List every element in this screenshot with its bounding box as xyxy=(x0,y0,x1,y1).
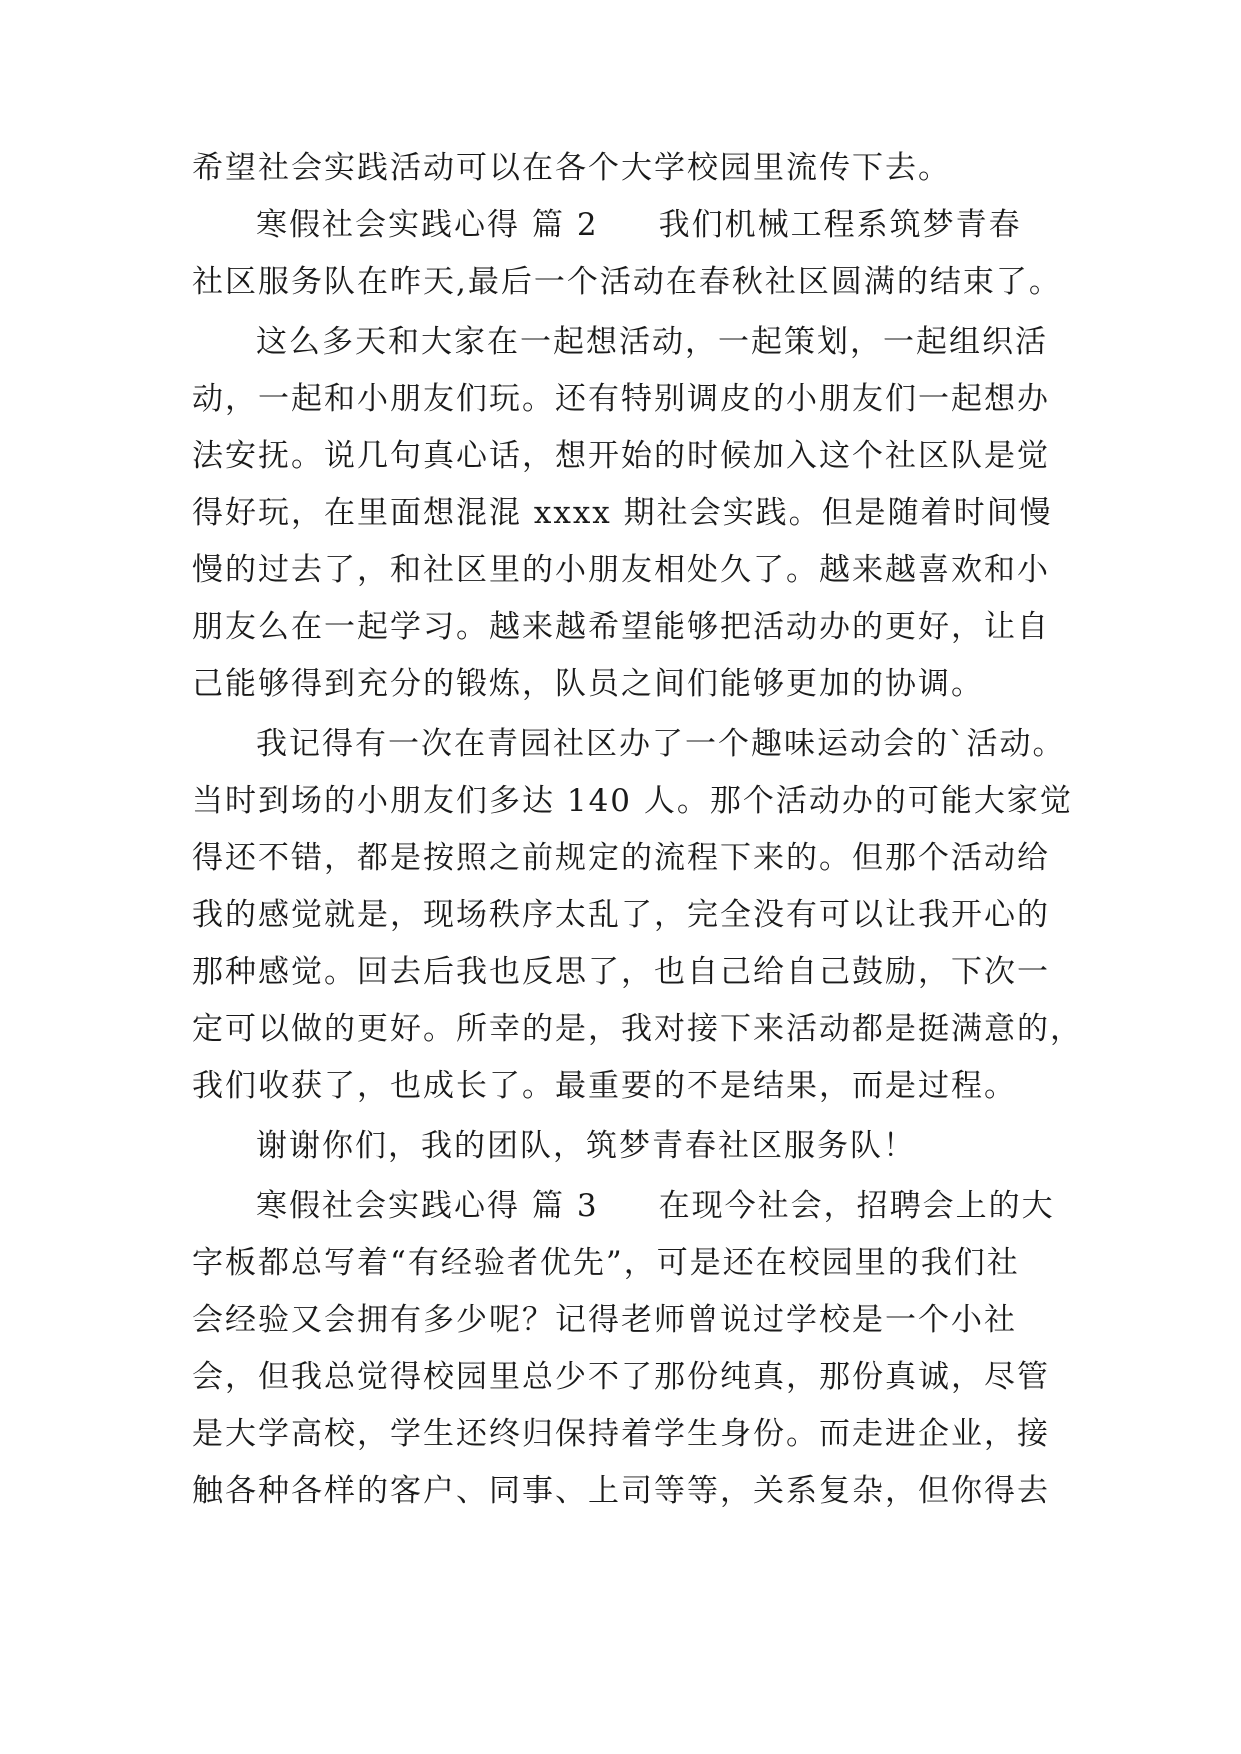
paragraph-line: 我的感觉就是，现场秩序太乱了，完全没有可以让我开心的 xyxy=(192,897,1050,933)
paragraph-line: 在现今社会，招聘会上的大 xyxy=(658,1188,1055,1224)
paragraph-line: 会经验又会拥有多少呢？记得老师曾说过学校是一个小社 xyxy=(192,1302,1017,1338)
paragraph-line: 动，一起和小朋友们玩。还有特别调皮的小朋友们一起想办 xyxy=(192,381,1050,417)
paragraph-line: 法安抚。说几句真心话，想开始的时候加入这个社区队是觉 xyxy=(192,438,1050,474)
paragraph-line: 会，但我总觉得校园里总少不了那份纯真，那份真诚，尽管 xyxy=(192,1359,1050,1395)
paragraph-line: 我记得有一次在青园社区办了一个趣味运动会的`活动。 xyxy=(256,726,1066,762)
paragraph-line: 当时到场的小朋友们多达 140 人。那个活动办的可能大家觉 xyxy=(192,783,1073,819)
paragraph-line: 是大学高校，学生还终归保持着学生身份。而走进企业，接 xyxy=(192,1416,1050,1452)
paragraph-line: 希望社会实践活动可以在各个大学校园里流传下去。 xyxy=(192,150,951,186)
paragraph-line: 我们机械工程系筑梦青春 xyxy=(658,207,1022,243)
paragraph-line: 朋友么在一起学习。越来越希望能够把活动办的更好，让自 xyxy=(192,609,1050,645)
paragraph-line: 定可以做的更好。所幸的是，我对接下来活动都是挺满意的， xyxy=(192,1011,1083,1047)
paragraph-line: 那种感觉。回去后我也反思了，也自己给自己鼓励，下次一 xyxy=(192,954,1050,990)
section-title: 寒假社会实践心得 xyxy=(256,1188,520,1224)
paragraph-line: 慢的过去了，和社区里的小朋友相处久了。越来越喜欢和小 xyxy=(192,552,1050,588)
section-number: 篇 2 xyxy=(532,207,599,243)
paragraph-line: 触各种各样的客户、同事、上司等等，关系复杂，但你得去 xyxy=(192,1473,1050,1509)
section-heading-3 xyxy=(256,1186,1055,1226)
section-heading-2 xyxy=(256,205,1022,245)
section-title: 寒假社会实践心得 xyxy=(256,207,520,243)
paragraph-line: 社区服务队在昨天,最后一个活动在春秋社区圆满的结束了。 xyxy=(192,264,1062,300)
paragraph-line: 字板都总写着“有经验者优先”，可是还在校园里的我们社 xyxy=(192,1245,1020,1281)
paragraph-line: 谢谢你们，我的团队，筑梦青春社区服务队！ xyxy=(256,1128,916,1164)
paragraph-line: 己能够得到充分的锻炼，队员之间们能够更加的协调。 xyxy=(192,666,984,702)
paragraph-line: 我们收获了，也成长了。最重要的不是结果，而是过程。 xyxy=(192,1068,1017,1104)
paragraph-line: 这么多天和大家在一起想活动，一起策划，一起组织活 xyxy=(256,324,1048,360)
paragraph-line: 得好玩，在里面想混混 xxxx 期社会实践。但是随着时间慢 xyxy=(192,495,1053,531)
paragraph-line: 得还不错，都是按照之前规定的流程下来的。但那个活动给 xyxy=(192,840,1050,876)
section-number: 篇 3 xyxy=(532,1188,599,1224)
